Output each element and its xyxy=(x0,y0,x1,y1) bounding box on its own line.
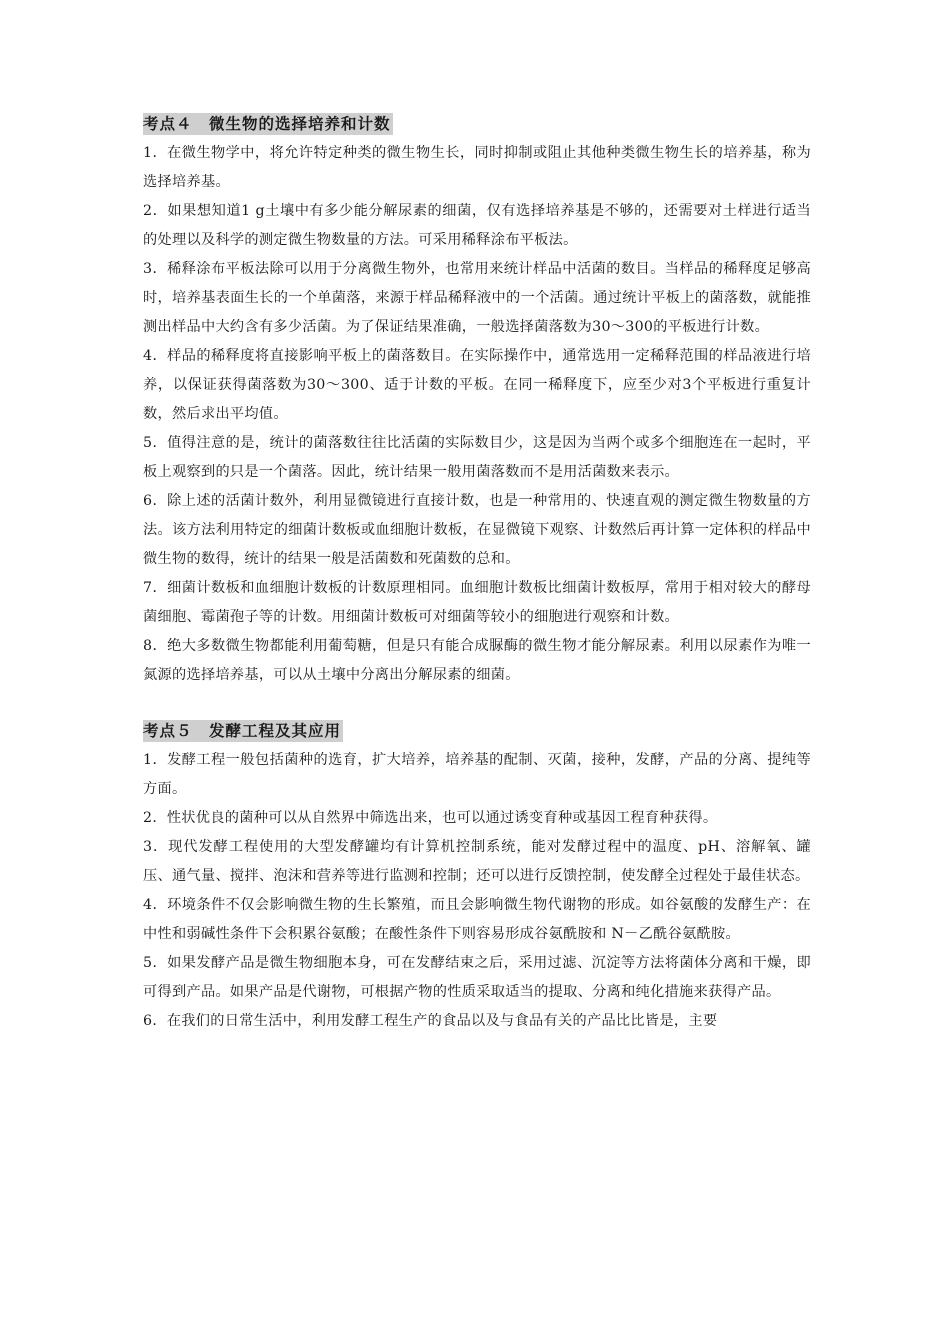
paragraph-item: 3．现代发酵工程使用的大型发酵罐均有计算机控制系统，能对发酵过程中的温度、pH、溶解氧、罐压、通气量、搅拌、泡沫和营养等进行监测和控制；还可以进行反馈控制，使发酵全过程处于最佳状态。 xyxy=(143,839,811,884)
section-heading: 考点５ 发酵工程及其应用 xyxy=(143,722,342,740)
section-heading: 考点４ 微生物的选择培养和计数 xyxy=(143,115,391,133)
paragraph-item: 3．稀释涂布平板法除可以用于分离微生物外，也常用来统计样品中活菌的数目。当样品的稀释度足够高时，培养基表面生长的一个单菌落，来源于样品稀释液中的一个活菌。通过统计平板上的菌落数，就能推测出样品中大约含有多少活菌。为了保证结果准确，一般选择菌落数为30～300的平板进行计数。 xyxy=(143,261,811,335)
paragraph-item: 6．除上述的活菌计数外，利用显微镜进行直接计数，也是一种常用的、快速直观的测定微生物数量的方法。该方法利用特定的细菌计数板或血细胞计数板，在显微镜下观察、计数然后再计算一定体积的样品中微生物的数得，统计的结果一般是活菌数和死菌数的总和。 xyxy=(143,493,811,567)
paragraph-item: 4．环境条件不仅会影响微生物的生长繁殖，而且会影响微生物代谢物的形成。如谷氨酸的发酵生产：在中性和弱碱性条件下会积累谷氨酸；在酸性条件下则容易形成谷氨酰胺和 N－乙酰谷氨酰胺。 xyxy=(143,897,811,942)
paragraph-item: 6．在我们的日常生活中，利用发酵工程生产的食品以及与食品有关的产品比比皆是，主要 xyxy=(143,1013,718,1029)
paragraph-item: 1．发酵工程一般包括菌种的选育，扩大培养，培养基的配制、灭菌，接种，发酵，产品的分离、提纯等方面。 xyxy=(143,752,811,797)
section-microbe-selection-counting xyxy=(143,113,811,690)
paragraph-item: 1．在微生物学中，将允许特定种类的微生物生长，同时抑制或阻止其他种类微生物生长的培养基，称为选择培养基。 xyxy=(143,145,811,190)
paragraph-item: 7．细菌计数板和血细胞计数板的计数原理相同。血细胞计数板比细菌计数板厚，常用于相对较大的酵母菌细胞、霉菌孢子等的计数。用细菌计数板可对细菌等较小的细胞进行观察和计数。 xyxy=(143,580,811,625)
document-page xyxy=(143,113,811,1036)
section-fermentation-engineering xyxy=(143,720,811,1036)
paragraph-item: 8．绝大多数微生物都能利用葡萄糖，但是只有能合成脲酶的微生物才能分解尿素。利用以尿素作为唯一氮源的选择培养基，可以从土壤中分离出分解尿素的细菌。 xyxy=(143,638,811,683)
paragraph-item: 5．值得注意的是，统计的菌落数往往比活菌的实际数目少，这是因为当两个或多个细胞连在一起时，平板上观察到的只是一个菌落。因此，统计结果一般用菌落数而不是用活菌数来表示。 xyxy=(143,435,811,480)
paragraph-item: 4．样品的稀释度将直接影响平板上的菌落数目。在实际操作中，通常选用一定稀释范围的样品液进行培养，以保证获得菌落数为30～300、适于计数的平板。在同一稀释度下，应至少对3个平板进行重复计数，然后求出平均值。 xyxy=(143,348,811,422)
paragraph-item: 2．性状优良的菌种可以从自然界中筛选出来，也可以通过诱变育种或基因工程育种获得。 xyxy=(143,810,718,826)
paragraph-item: 5．如果发酵产品是微生物细胞本身，可在发酵结束之后，采用过滤、沉淀等方法将菌体分离和干燥，即可得到产品。如果产品是代谢物，可根据产物的性质采取适当的提取、分离和纯化措施来获得产品。 xyxy=(143,955,811,1000)
paragraph-item: 2．如果想知道1 g土壤中有多少能分解尿素的细菌，仅有选择培养基是不够的，还需要对土样进行适当的处理以及科学的测定微生物数量的方法。可采用稀释涂布平板法。 xyxy=(143,203,811,248)
